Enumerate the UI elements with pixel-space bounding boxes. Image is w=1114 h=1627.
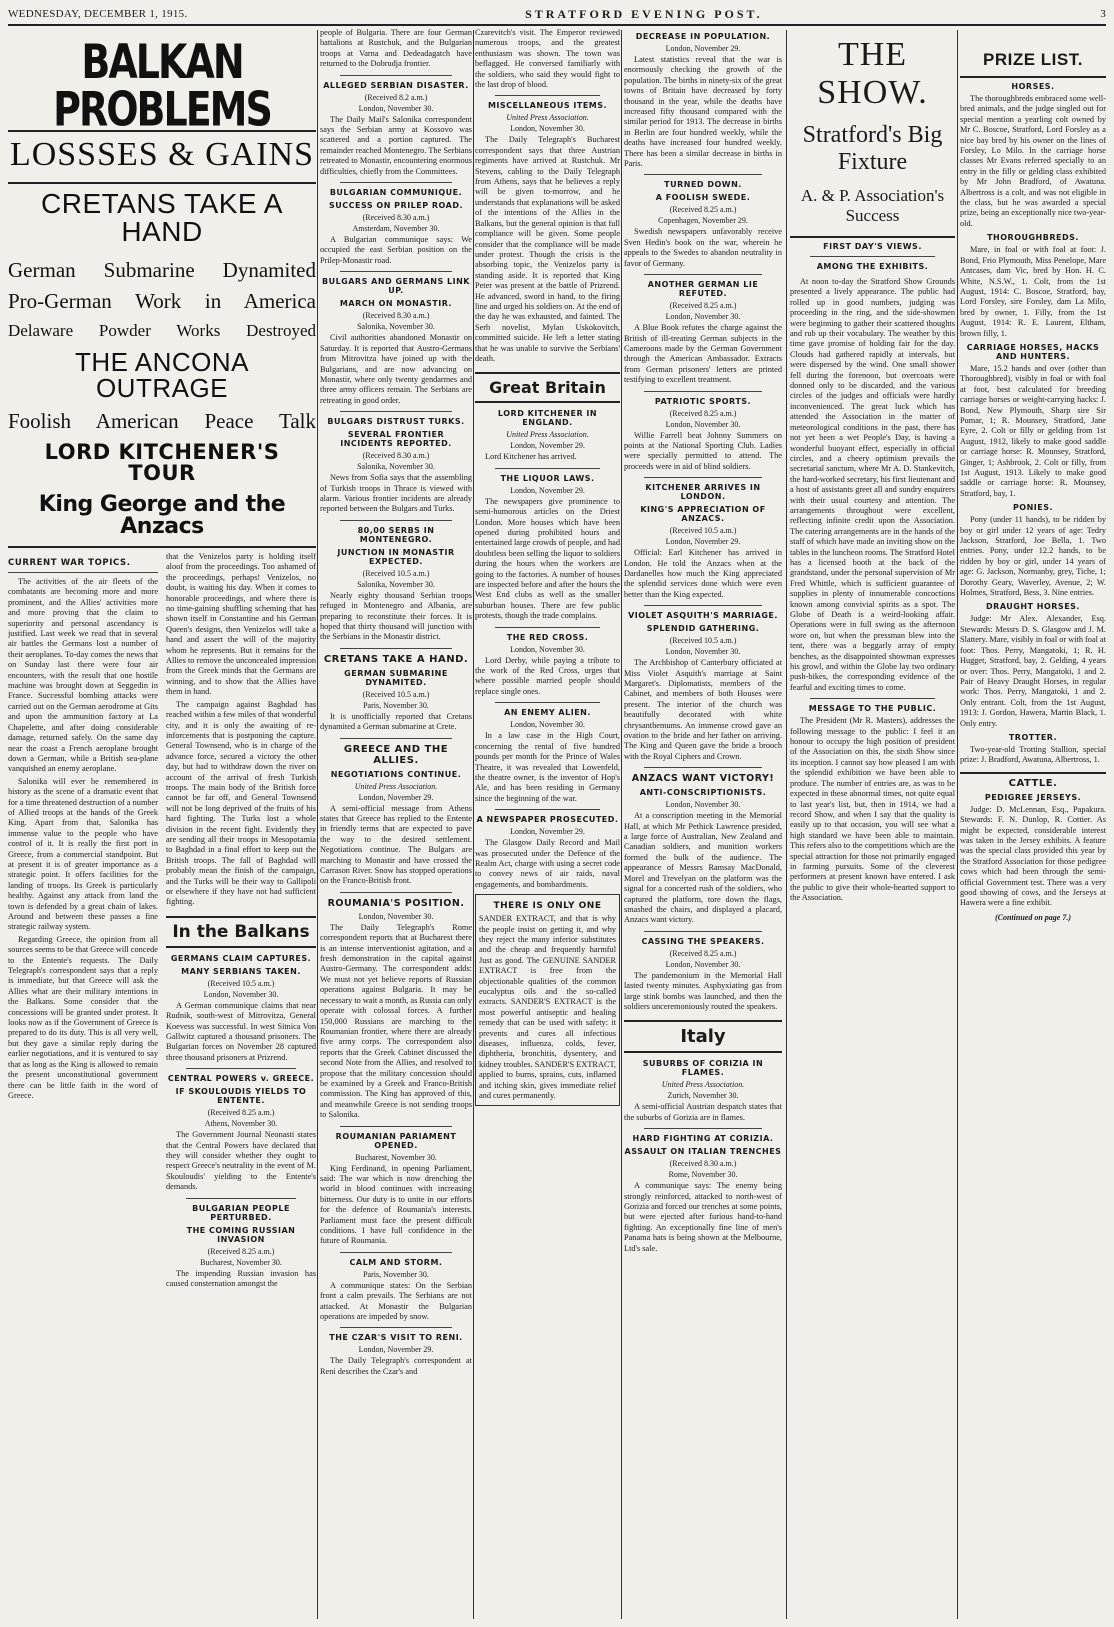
- paragraph: The newspapers give prominence to semi-humorous articles on the Driest London. More houses which have been opened during prohibited hours and entertained large crowds of people, and had doubtless been selling the liquor to soldiers during the hours when the workers are going to the factories. A number of houses are inspected before and after the hours the West End clubs as well as the smaller suburban houses. There are few public protests, though the trade complains.: [475, 496, 620, 621]
- dateline: Rome, November 30.: [668, 1170, 738, 1180]
- headline-pro-german: Pro-German Work in America: [8, 289, 316, 313]
- paragraph: The pandemonium in the Memorial Hall lasted twenty minutes. Asphyxiating gas from large stink bombs was launched, and then the soldiers unceremoniously routed the speakers.: [624, 970, 782, 1011]
- received-time: (Received 10.5 a.m.): [362, 689, 430, 699]
- article-heading: TURNED DOWN.: [664, 180, 742, 190]
- column-rule: [473, 30, 474, 1619]
- continued-notice: (Continued on page 7.): [994, 912, 1071, 922]
- article-subheading: NEGOTIATIONS CONTINUE.: [330, 769, 462, 779]
- dateline: Salonika, November 30.: [357, 579, 435, 589]
- divider: [340, 648, 452, 649]
- divider: [644, 1128, 762, 1129]
- article-subheading: SPLENDID GATHERING.: [646, 624, 760, 634]
- headline-delaware: Delaware Powder Works Destroyed: [8, 321, 316, 340]
- article-heading: CENTRAL POWERS v. GREECE.: [167, 1074, 315, 1084]
- received-time: (Received 8.30 a.m.): [362, 311, 430, 321]
- divider: [340, 1252, 452, 1253]
- column-balkan-dispatches: [320, 28, 472, 1618]
- section-italy: Italy: [624, 1020, 782, 1053]
- advertisement-heading: THERE IS ONLY ONE: [493, 901, 602, 912]
- advertisement-text: SANDER EXTRACT, and that is why the people insist on getting it, and why they reject the many inferior substitutes and the cheap and frequently harmful Just as good. The GENUINE SANDER EXTRACT is free from the objectionable qualities of the common eucalyptus oils and the so-called extracts. SANDER'S EXTRACT is the most powerful antiseptic and healing remedy that can be used with safety: it prevents and cures all infectious diseases, influenza, colds, fever, diphtheria, bronchitis, dysentery, and kidney troubles. SANDER'S EXTRACT, applied to burns, sprains, cuts, inflamed and itching skin, gives immediate relief and cures permanently.: [479, 914, 616, 1101]
- paragraph: A semi-official Austrian despatch states that the suburbs of Gorizia are in flames.: [624, 1102, 782, 1122]
- divider: [186, 1068, 296, 1069]
- article-subheading: AMONG THE EXHIBITS.: [816, 262, 929, 271]
- war-topics-heading: CURRENT WAR TOPICS.: [8, 558, 131, 568]
- section-great-britain: Great Britain: [475, 372, 620, 403]
- divider: [8, 572, 158, 573]
- dateline: Salonika, November 30.: [357, 462, 435, 472]
- column-the-show: [790, 28, 955, 1618]
- dateline: London, November 29.: [510, 441, 585, 451]
- divider: [340, 271, 452, 272]
- paragraph: A Bulgarian communique says: We occupied the east Serbian position on the Prilep-Monastir road.: [320, 235, 472, 265]
- divider: [495, 468, 600, 469]
- divider: [340, 182, 452, 183]
- column-rule: [317, 30, 318, 1619]
- paragraph: Czarevitch's visit. The Emperor reviewed numerous troops, and the greatest enthusiasm was shown. The town was beflagged. He conversed familiarly with the soldiers, who said they would fight to the last drop of blood.: [475, 28, 620, 90]
- divider: [644, 274, 762, 275]
- category-heading: TROTTER.: [1008, 732, 1058, 742]
- divider: [644, 767, 762, 768]
- column-general-news: [624, 28, 782, 1618]
- headline-king-george: King George and the Anzacs: [38, 492, 286, 539]
- advertisement-sander-extract: [475, 894, 620, 1106]
- divider: [340, 75, 452, 76]
- column-prize-list: [960, 28, 1106, 1618]
- article-subheading: A FOOLISH SWEDE.: [655, 193, 751, 203]
- dateline: Copenhagen, November 29.: [658, 216, 748, 226]
- paragraph: A communique says: The enemy being strongly reinforced, attacked to north-west of Gorizia and forced our trenches at some points, but were ejected after furious hand-to-hand fighting. An exceptionally fine line of men's Panama hats is being shown at the Melbourne, Ltd's sale.: [624, 1181, 782, 1253]
- article-heading: THE LIQUOR LAWS.: [500, 473, 595, 483]
- paragraph: Lord Kitchener has arrived.: [485, 452, 577, 462]
- article-subheading: ASSAULT ON ITALIAN TRENCHES: [624, 1147, 782, 1157]
- paragraph: The campaign against Baghdad has reached within a few miles of that wonderful city, and it is only the awaiting of re-inforcements that is postponing the capture. General Townsend, who is in charge of the advance force, secured a victory the other day, but had to withdraw down the river on account of the arrival of fresh Turkish troops. The main body of the British force cannot be far off, and General Townsend will not be long deprived of the fruits of his hard fighting. The Turks lost a whole division in the recent fight. Evidently they are sending all their troops in Mesopotamia to Baghdad in a final effort to keep out the British troops. The fall of Baghdad will probably mean the finish of the campaign, and the Turks will be their way to Gallipoli or elsewhere if they have not had sufficient fighting.: [166, 699, 316, 907]
- received-time: (Received 8.25 a.m.): [207, 1246, 275, 1256]
- paragraph: The Archbishop of Canterbury officiated at Miss Violet Asquith's marriage at Saint Margaret's. Diplomatists, members of the Cabinet, and members of both Houses were present. The interior of the church was beautifully decorated with white chrysanthemums. An immense crowd gave an ovation to the bride and her father on arriving. The King and Queen gave the bride a brooch with the Royal Ciphers and Crown.: [624, 658, 782, 761]
- article-heading: ALLEGED SERBIAN DISASTER.: [323, 80, 469, 90]
- divider: [810, 698, 935, 699]
- article-heading: MESSAGE TO THE PUBLIC.: [808, 704, 937, 714]
- divider: [644, 174, 762, 175]
- dateline: London, November 30.: [665, 419, 741, 429]
- paragraph: The Government Journal Neonasti states that the Central Powers have declared that they will consider whether they ought to respect Greece's neutrality in the event of M. Skouloudis' yielding to the Entente's demands.: [166, 1130, 316, 1192]
- paragraph: The President (Mr R. Masters), addresses the following message to the public: I feel it an honour to occupy the high position of president of the Association on this, the sixth Show since its inception. I cannot say how pleased I am with the splendid exhibition we have been able to produce. The number of entries are, as was to be expected in these abnormal times, not quite equal to last year's list, but, then in 1914, we had a record Show, and when I say that the quality is easily up to that occasion, you will see what a high standard we have been able to maintain. This refers also to the competitions which are the special attraction for those not primarily engaged in farming pursuits. Some of the cleverest performers at present known have entered. I ask the public to give their whole-hearted support to the Association.: [790, 716, 955, 903]
- dateline: London, November 30.: [665, 647, 741, 657]
- divider: [340, 1126, 452, 1127]
- article-heading: 80,00 SERBS IN MONTENEGRO.: [357, 525, 435, 544]
- masthead: [8, 4, 1106, 26]
- headline-prize-list: PRIZE LIST.: [983, 50, 1083, 69]
- dateline: London, November 30.: [665, 959, 741, 969]
- received-time: (Received 8.30 a.m.): [362, 451, 430, 461]
- paragraph: Lord Derby, while paying a tribute to the work of the Red Cross, urges that where possible married people should replace single ones.: [475, 655, 620, 696]
- headline-balkan-problems: BALKAN PROBLEMS: [53, 34, 271, 137]
- headline-kitchener: LORD KITCHENER'S TOUR: [44, 440, 280, 485]
- article-heading: BULGARIAN PEOPLE PERTURBED.: [192, 1203, 290, 1222]
- category-subheading: PEDIGREE JERSEYS.: [984, 792, 1082, 802]
- dateline: London, November 29.: [358, 1345, 434, 1355]
- dateline: London, November 30.: [665, 312, 741, 322]
- paragraph: The Daily Telegraph's Rome correspondent reports that at Bucharest there is an intense interventionist agitation, and a fresh demonstration in the capital against Austro-Germany. The correspondent adds: We must not yet believe reports of Russian operations against Bulgaria. It may be necessary to wait a month, as Russia can only operate with colossal forces. A further 150,000 Russians are marching to the Roumanian frontier, where there are already five army corps. The correspondent also reports that the Greek Cabinet discussed the second Note from the Allies, and resolved to propose that the military concession should be examined by a Greek and Franco-British commission. The King has approved of this, and meanwhile Greece is not sending troops to Salonika.: [320, 922, 472, 1120]
- dateline: London, November 30.: [358, 911, 434, 921]
- article-subheading: JUNCTION IN MONASTIR EXPECTED.: [337, 547, 455, 566]
- article-heading: AN ENEMY ALIEN.: [504, 708, 591, 718]
- category-heading: HORSES.: [1011, 82, 1055, 91]
- dateline: London, November 29.: [665, 44, 741, 53]
- divider: [340, 411, 452, 412]
- headline-losses-gains: LOSSSES & GAINS: [9, 136, 315, 173]
- dateline: London, November 30.: [510, 720, 585, 730]
- category-heading: CARRIAGE HORSES, HACKS AND HUNTERS.: [966, 342, 1100, 361]
- dateline: London, November 30.: [203, 989, 279, 999]
- divider: [495, 627, 600, 628]
- article-subheading: SUCCESS ON PRILEP ROAD.: [328, 201, 464, 211]
- article-subheading: SEVERAL FRONTIER INCIDENTS REPORTED.: [340, 430, 452, 449]
- paragraph: In a law case in the High Court, concerning the rental of five hundred pounds per month for the Prince of Wales Theatre, it was revealed that Lowenfeld, the theatre owner, is the inventor of Hop's Ale, and has been residing in Germany since the beginning of the war.: [475, 731, 620, 803]
- paragraph: It is unofficially reported that Cretans dynamited a German submarine at Crete.: [320, 711, 472, 732]
- paragraph: News from Sofia says that the assembling of Turkish troops in Thrace is viewed with alarm. Various frontier incidents are already reported between the Bulgars and Turks.: [320, 473, 472, 514]
- paragraph: The Glasgow Daily Record and Mail was prosecuted under the Defence of the Realm Act, charge with using a secret code to convey news of air raids, naval engagements, and bombardments.: [475, 838, 620, 889]
- paragraph: King Ferdinand, in opening Parliament, said: The war which is now drenching the world in blood continues with increasing bitterness. Our duty is to unite in our efforts for the defence of Roumania's interests. Parliament must face the present difficult conditions. I have full confidence in the future of Roumania.: [320, 1163, 472, 1246]
- dateline: London, November 29.: [358, 792, 434, 802]
- dateline: Zurich, November 30.: [667, 1091, 739, 1101]
- paragraph: Regarding Greece, the opinion from all sources seems to be that Greece will concede to the Entente's requests. The Daily Telegraph's correspondent says that a reply is immediate, but that Greece will ask the Allies what are their military intentions in the Balkans. Some consider that the concessions will be granted under protest. It looks now as if the Government of Greece is prepared to do its duty. This is all very well, but they gave a similar reply during the earlier negotiations, and it is ventured to say that as long as the King is allowed to remain the present unconstitutional government there can be little faith in the word of Greece.: [8, 934, 158, 1100]
- received-time: (Received 8.25 a.m.): [669, 301, 737, 311]
- article-heading: VIOLET ASQUITH'S MARRIAGE.: [628, 611, 778, 621]
- headline-association-success: A. & P. Association's Success: [800, 186, 945, 225]
- paragraph: Judge: D. McLennan, Esq., Papakura. Stewards: F. N. Dunlop, R. Cottier. As might be expected, considerable interest was taken in the Jersey exhibits. A feature was the special class provided this year by the Stratford Association for those pedigree cows which had been through the semi-official Government test. There was a very good showing of cows, and the Jerseys at Hawera were a fine exhibit.: [960, 804, 1106, 908]
- column-rule: [957, 30, 958, 1619]
- paragraph: Mare, in foal or with foal at foot: J. Bond, Frio Plymouth, Miss Penelope, Mare Antcases, dam Vic, bred by Hon. H. C. White, N.S.W., 1. Colt, from the 1st August, 1914: C. Boscoe, Stratford, bay, Lord Forsley, sire Forsley, dam La Milo, bred by owner, 1. Filly, from the 1st August, 1914: R. E. Laurent, Eltham, brown filly, 1.: [960, 245, 1106, 338]
- press-agency: United Press Association.: [354, 781, 438, 791]
- column-rule: [786, 30, 787, 1619]
- headline-cretans: CRETANS TAKE A HAND: [41, 188, 283, 247]
- divider: [340, 1327, 452, 1328]
- dateline: Amsterdam, November 30.: [352, 224, 440, 234]
- category-heading: PONIES.: [1012, 503, 1054, 513]
- dateline: Paris, November 30.: [363, 1269, 429, 1279]
- paragraph: A semi-official message from Athens states that Greece has replied to the Entente in friendly terms that are expected to pave the way to the desired settlement. Negotiations continue. The Bulgars are marching to Monastir and have crossed the Carrason River. Snow has stopped operations on the Franco-British front.: [320, 803, 472, 886]
- article-subheading: MARCH ON MONASTIR.: [339, 299, 453, 309]
- article-heading: GREECE AND THE ALLIES.: [343, 743, 449, 766]
- paragraph: The Daily Telegraph's correspondent at Reni describes the Czar's and: [320, 1356, 472, 1376]
- category-heading: THOROUGHBREDS.: [987, 233, 1079, 243]
- article-heading: BULGARIAN COMMUNIQUE.: [329, 188, 463, 198]
- article-heading: CASSING THE SPEAKERS.: [641, 936, 765, 946]
- divider: [644, 605, 762, 606]
- divider: [960, 772, 1106, 774]
- paragraph: Willie Farrell beat Johnny Summers on points at the National Sporting Club. Ladies were specially permitted to attend. The proceeds were in aid of blind soldiers.: [624, 430, 782, 471]
- divider: [644, 477, 762, 478]
- paragraph: The thoroughbreds embraced some well-bred animals, and the judge singled out for special mention a yearling colt owned by Mr C. Boscoe, Stratford, Lord Forsley as a nice bay bred by his owner on the lines of Forsley, Lo Milo. In the carriage horse classes Mr Evans referred specially to an entry in the filly or gelding class exhibited by Mr John Bradford, of Awatuna. Albertross is a colt, and was not eligible in the class, but he was awarded a special prize, being an exceptionally nice two-year-old.: [960, 94, 1106, 228]
- article-heading: A NEWSPAPER PROSECUTED.: [476, 815, 619, 825]
- category-heading: DRAUGHT HORSES.: [986, 602, 1080, 612]
- paragraph: Mare, 15.2 hands and over (other than Thoroughbred), visibly in foal or with foal at foot, best calculated for breeding carriage horses or weight-carrying hacks: J. Bond, New Plymouth, Sharp sire Sir Pumar, 1; R. Mounsey, Stratford, Jane Eyre, 2. Colt or filly or gelding from 1st August, 1912, likely to make good saddle or carriage horse: R. Mounsey, Stratford, Ginger, 1; Ashbrook, 2. Colt or filly, from 1st August, 1913. Likely to make good saddle or carriage horse: R. Mounsey, Stratford, bay, 1.: [960, 363, 1106, 498]
- dateline: London, November 30.: [510, 644, 585, 654]
- divider: [495, 702, 600, 703]
- paragraph: Swedish newspapers unfavorably receive Sven Hedin's book on the war, wherein he appeals to the Swedes to abandon neutrality in favor of Germany.: [624, 227, 782, 268]
- divider: [810, 256, 935, 257]
- paragraph: The activities of the air fleets of the combatants are becoming more and more prominent, and the Allies' activities more and more proving that the claim to superiority and personal ascendancy is justified. Last week we read that in several air battles the Germans lost a number of their aeroplanes. To-day comes the news that on Sunday last there were four air encounters, with the result that one hostile machine was brought down at Seggedin in France. Successful bombing attacks were carried out on the German aerodrome at Gits and upon the ammunition factory at La Chapelette, and after doing considerable damage, returned safely. On the same day near the coast a French aeroplane brought down a German, while a British sea-plane vanquished an enemy aeroplane.: [8, 577, 158, 774]
- divider: [8, 546, 316, 548]
- paragraph: Judge: Mr Alex. Alexander, Esq. Stewards: Messrs D. S. Glasgow and J. M. Slattery. Mare, visibly in foal or with foal at foot: Thos. Perry, Mangatoki, 1; R. H. Hugget, Stratford, bay, 2. Gelding, 4 years or over: Thos. Perry, Mangatoki, 1 and 2. Pair of Heavy Draught Horses, in regular work: Thos. Perry, Mangatoki, 1 and 2. Only entrant. Colt, from the 1st August, 1913: J. Gordon, Hawera, Martin Black, 1. Only entry.: [960, 614, 1106, 728]
- column-balkan-problems: [8, 28, 316, 1618]
- dateline: Salonika, November 30.: [357, 322, 435, 332]
- received-time: (Received 8.25 a.m.): [669, 408, 737, 418]
- article-heading: BULGARS DISTRUST TURKS.: [327, 417, 465, 427]
- war-topics-body: [8, 552, 316, 1292]
- divider: [960, 76, 1106, 78]
- paragraph: The impending Russian invasion has caused consternation amongst the: [166, 1268, 316, 1289]
- received-time: (Received 10.5 a.m.): [669, 526, 737, 536]
- paragraph: Two-year-old Trotting Stallion, special prize: J. Bradford, Awatuna, Albertross, 1.: [960, 744, 1106, 765]
- dateline: Bucharest, November 30.: [355, 1152, 437, 1162]
- paragraph: At noon to-day the Stratford Show Grounds presented a lively appearance. The public had rolled up in good numbers, judging was proceeding in the ring, and the side-showmen were beginning to gather their scattered thoughts and rub up their vocabulary. The weather by this time gave promise of holding fair for the day. Clouds had gathered rapidly at intervals, but were dispersed by the wind. One small shower fell during the forenoon, but overcoats were donned only to be discarded, and the various circles of the judges and officials were hardly inconvenienced. The great luck which has attended the Association in the matter of meteorological conditions in the past, there has not yet been a wet People's Day, is having a wonderful buoyant effect, especially in official circles, and a cheery optimism prevails the secretarial sanctum, where Mr A. D. Stankevitch, the hard-worked secretary, his first lieutenant and a host of assistants greet all and sundry enquirers with their usual courtesy and attention. The arrangements throughout were excellent, reflecting infinite credit upon the Association. The catering arrangements are in the hands of the staff of which have made an inviting show on the tables in the luncheon rooms. The Stratford Hotel has a licensed booth at the back of the grandstand, under the personal supervision of Mr Fred Whittle, which is sufficient guarantee of supplies in plenty of innumerable concoctions known among convivial spirits as a spot. The Globe of Death is a weird-looking affair. Operations were in full swing as the afternoon wore on, but when the pressman blew into the tent, there was a beggarly array of empty benches, as the disappointed showman expresses his growl, and within the Globe lay two ordinary push-bikes, the corresponding evidence of the fearful and exciting times to come.: [790, 277, 955, 692]
- paragraph: Pony (under 11 hands), to be ridden by boy or girl under 12 years of age: Tedry Jackson, Stratford, Joe Bella, 1. Two entries. Pony, under 12.2 hands, to be ridden by boy or girl, under 14 years of age: G. Jackson, Normanby, grey, Tiche, 1; Dorothy Geary, Waverley, Avenue, 2; W. Holmes, Stratford, Bess, 3. Nine entries.: [960, 515, 1106, 598]
- paragraph: Salonika will ever be remembered in history as the scene of a dramatic event that for a time threatened destruction of a number of Allied troops at the hands of the Greek King. Apart from that, Salonika has immense value to the people who have control of it. It is really the first port in Greece, from a commercial standpoint. But at present it is of greater importance as a strategic point. It offers facilities for the landing of troops. Its Greek is particularly healthy. Against any attack from land the town is defended by a great chain of lakes. Around and between these passes a fine strategic railway system.: [8, 776, 158, 932]
- received-time: (Received 8.25 a.m.): [669, 948, 737, 958]
- headline-ancona: THE ANCONA OUTRAGE: [74, 347, 250, 403]
- dateline: London, November 30.: [510, 124, 585, 134]
- received-time: (Received 8.30 a.m.): [669, 1159, 737, 1169]
- headline-big-fixture: Stratford's Big Fixture: [802, 122, 943, 175]
- article-heading: LORD KITCHENER IN ENGLAND.: [497, 409, 598, 428]
- masthead-page-number: 3: [1100, 8, 1106, 20]
- paragraph: The Daily Telegraph's Bucharest correspondent says that three Austrian regiments have arrived at Rustchuk. Mr Stevens, cabling to the Daily Telegraph from Athens, says that he believes a reply will be given to-morrow, and he understands that explanations will be asked of the intentions of the Allies in the Balkans, but the general opinion is that full compliance will be given. Some people consider that the compliance will be made under protest. Though the crisis is the absorbing topic, the Venizelos party is standing aside. It is reported that King Peter was present at the battle of Prizrend. He advanced, sword in hand, to the firing line and urged his soldiers on. At the end of the day he was exhausted, and fainted. The Serb novelist, Mylan Uskokovitch, committed suicide. He left a letter stating that he was unable to survive the Serbians' death.: [475, 135, 620, 363]
- dateline: Bucharest, November 30.: [200, 1257, 282, 1267]
- article-heading: ROUMANIAN PARIAMENT OPENED.: [335, 1131, 457, 1150]
- divider: [8, 182, 316, 184]
- paragraph: people of Bulgaria. There are four German battalions at Rustchuk, and the Bulgarian troops at Varna and Dedeadagatch have returned to the Dobrudja frontier.: [320, 28, 472, 69]
- dateline: Paris, November 30.: [363, 700, 429, 710]
- article-subheading: MANY SERBIANS TAKEN.: [181, 966, 301, 976]
- received-time: (Received 8.25 a.m.): [669, 205, 737, 215]
- paragraph: Official: Earl Kitchener has arrived in London. He told the Anzacs when at the Dardanelles how much the King appreciated the splendid services done which were even better than the King expected.: [624, 548, 782, 599]
- masthead-paper-name: STRATFORD EVENING POST.: [525, 6, 763, 21]
- paragraph: At a conscription meeting in the Memorial Hall, at which Mr Pethick Lawrence presided, a large force of Australian, New Zealand and Canadian soldiers, and munition workers formed the bulk of the audience. The appearance of Messrs Ramsay MacDonald, Morel and Trevelyan on the platform was the signal for a concerted rush of the soldiers, who captured the platform, tore down the flags, smashed the chairs, and displayed a placard, Anzacs want victory.: [624, 811, 782, 925]
- paragraph: Civil authorities abandoned Monastir on Saturday. It is reported that Austro-Germans from Mitrovitza have joined up with the Bulgarians, and are now advancing on Monastir, where only twenty gendarmes and three army officers remain. The Serbians are retreating in good order.: [320, 333, 472, 405]
- divider: [644, 931, 762, 932]
- received-time: (Received 8.30 a.m.): [362, 213, 430, 223]
- divider: [644, 391, 762, 392]
- dateline: London, November 29.: [510, 827, 585, 837]
- divider: [340, 520, 452, 521]
- received-time: (Received 8.2 a.m.): [364, 92, 428, 102]
- paragraph: A communique states: On the Serbian front a calm prevails. The Serbians are not attacked. At Monastir the Bulgarian operations are impeded by snow.: [320, 1280, 472, 1322]
- headline-submarine: German Submarine Dynamited: [8, 258, 316, 282]
- headline-peace-talk: Foolish American Peace Talk: [8, 409, 316, 433]
- article-subheading: IF SKOULOUDIS YIELDS TO ENTENTE.: [175, 1087, 307, 1106]
- article-heading: GERMANS CLAIM CAPTURES.: [170, 953, 312, 963]
- received-time: (Received 8.25 a.m.): [207, 1108, 275, 1118]
- dateline: London, November 30.: [358, 103, 434, 113]
- article-heading: CRETANS TAKE A HAND.: [323, 653, 469, 665]
- article-subheading: ANTI-CONSCRIPTIONISTS.: [639, 788, 767, 798]
- article-heading: BULGARS AND GERMANS LINK UP.: [321, 277, 471, 296]
- divider: [790, 236, 955, 238]
- article-heading: KITCHENER ARRIVES IN LONDON.: [645, 483, 761, 502]
- article-subheading: THE COMING RUSSIAN INVASION: [186, 1225, 296, 1244]
- paragraph: Nearly eighty thousand Serbian troops refuged in Montenegro and Albania, are preparing to reconstitute their forces. It is hoped that thirty thousand will junction with the Serbians in the Monastir district.: [320, 590, 472, 642]
- divider: [340, 738, 452, 739]
- press-agency: United Press Association.: [661, 1080, 745, 1090]
- paragraph: that the Venizelos party is holding itself aloof from the proceedings. Too ashamed of the proceedings, perhaps! Venizelos, no doubt, is waiting his day. When it comes to honorable proceedings, and where there is no time-gaining shuffling scheming that has shown itself in Constantine and his German Queen's designs, then Venizelos will take a hand and assert the will of the majority whom he represents. But it remains for the Allies to remove the unconcealed impression from the Greek minds that the Germans are winning, and to show that the Allies have them in hand.: [166, 552, 316, 697]
- column-miscellaneous: [475, 28, 620, 1618]
- article-heading: THE RED CROSS.: [506, 632, 589, 642]
- paragraph: A Blue Book refutes the charge against the British of ill-treating German subjects in the Cameroons made by the German Government through the American Ambassador. Extracts from German prisoners' letters are printed testifying to excellent treatment.: [624, 323, 782, 385]
- article-heading: SUBURBS OF CORIZIA IN FLAMES.: [642, 1059, 764, 1078]
- article-heading: PATRIOTIC SPORTS.: [654, 396, 752, 406]
- article-heading: DECREASE IN POPULATION.: [635, 32, 771, 41]
- paragraph: The Daily Mail's Salonika correspondent says the Serbian army at Kossovo was scattered and a portion captured. The remainder reached Montenegro. The Serbians retreated to Monastir, encountering enormous difficulties, chiefly from the Committees.: [320, 114, 472, 176]
- article-heading: ANZACS WANT VICTORY!: [631, 773, 775, 785]
- press-agency: United Press Association.: [506, 430, 589, 440]
- dateline: London, November 30.: [665, 800, 741, 810]
- press-agency: United Press Association.: [506, 113, 589, 123]
- article-heading: ROUMANIA'S POSITION.: [327, 897, 465, 909]
- headline-the-show: THE SHOW.: [817, 36, 928, 111]
- article-heading: CALM AND STORM.: [349, 1257, 443, 1267]
- divider: [340, 892, 452, 893]
- received-time: (Received 10.5 a.m.): [362, 568, 430, 578]
- divider: [495, 95, 600, 96]
- article-heading: HARD FIGHTING AT CORIZIA.: [632, 1134, 774, 1144]
- category-heading: CATTLE.: [1008, 777, 1058, 789]
- article-heading: MISCELLANEOUS ITEMS.: [487, 101, 608, 111]
- received-time: (Received 10.5 a.m.): [207, 978, 275, 988]
- dateline: London, November 29.: [510, 485, 585, 495]
- paragraph: Latest statistics reveal that the war is enormously checking the growth of the population. The births in ninety-six of the great towns of Britain have decreased by forty thousand in the year, while the deaths have increased fifty thousand compared with the similar period for 1913. The decrease in births in Berlin are four hundred weekly, while the deaths have increased four hundred weekly. There has been a similar decrease in births in Paris.: [624, 55, 782, 169]
- article-subheading: GERMAN SUBMARINE DYNAMITED.: [344, 668, 448, 687]
- paragraph: A German communique claims that near Rudnik, south-west of Mitrovitza, General Koevess was successful. In west Sitnica Von Gallwitz captured a thousand prisoners. The Bulgarian forces on November 28 captured three thousand prisoners at Prizrend.: [166, 1000, 316, 1062]
- dateline: Athens, November 30.: [204, 1119, 278, 1129]
- article-heading: THE CZAR'S VISIT TO RENI.: [329, 1333, 463, 1343]
- dateline: London, November 29.: [665, 537, 741, 547]
- article-subheading: KING'S APPRECIATION OF ANZACS.: [640, 505, 766, 524]
- article-heading: FIRST DAY'S VIEWS.: [823, 242, 922, 251]
- divider: [186, 1198, 296, 1199]
- article-heading: ANOTHER GERMAN LIE REFUTED.: [647, 280, 759, 299]
- masthead-date: WEDNESDAY, DECEMBER 1, 1915.: [8, 8, 188, 20]
- column-rule: [621, 30, 622, 1619]
- received-time: (Received 10.5 a.m.): [669, 636, 737, 646]
- divider: [495, 809, 600, 810]
- section-in-the-balkans: In the Balkans: [166, 916, 316, 948]
